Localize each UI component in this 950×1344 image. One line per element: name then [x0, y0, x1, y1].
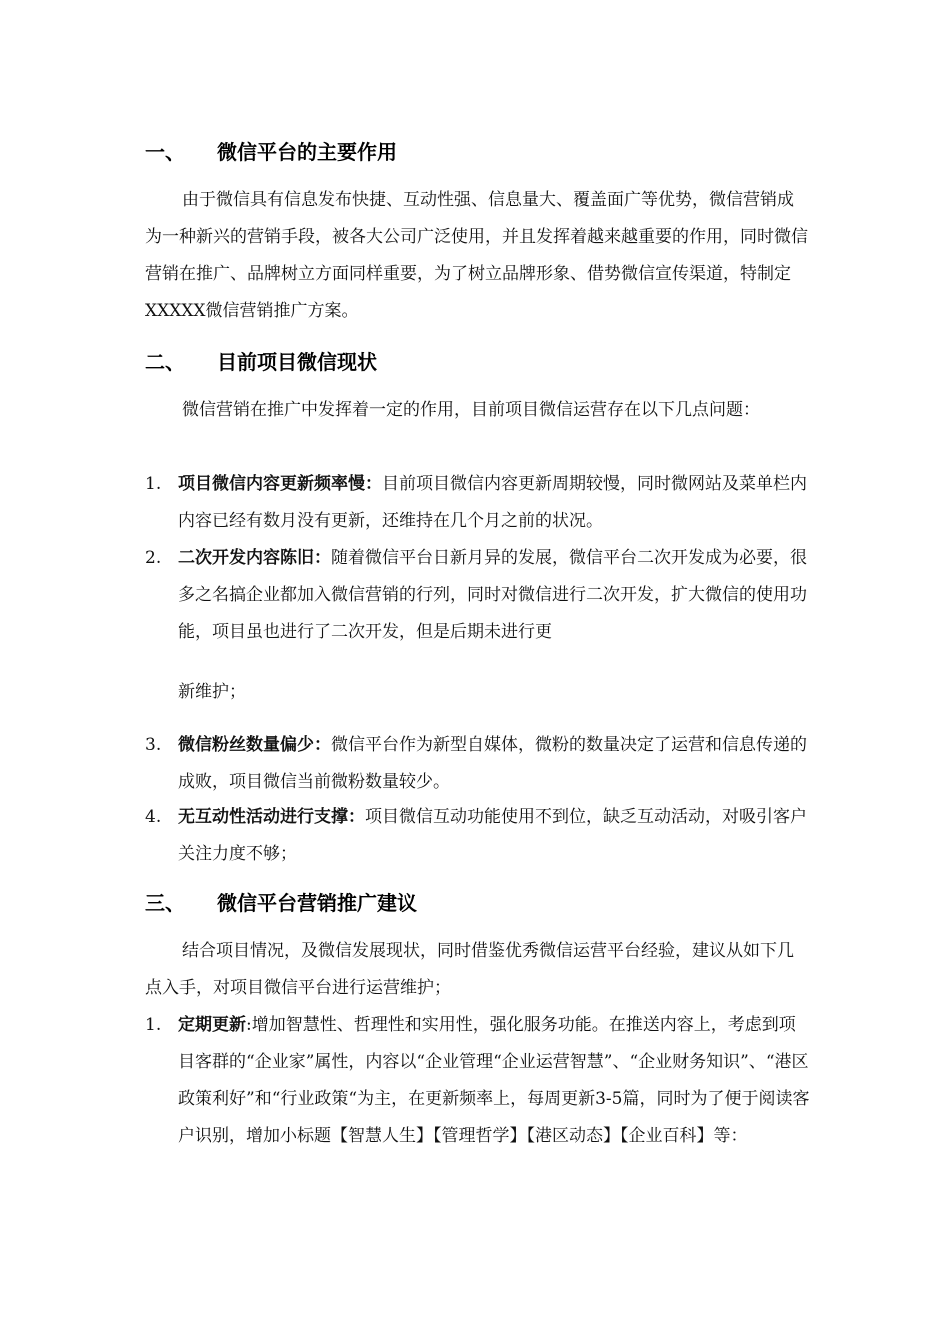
list-item-lead: 定期更新	[178, 1015, 246, 1035]
section-number: 二、	[145, 350, 185, 374]
list-item-text: 项目微信互动功能使用不到位，缺乏互动活动，对吸引客户关注力度不够；	[178, 807, 807, 864]
list-item-number: 4.	[145, 807, 162, 827]
list-item-text: 目前项目微信内容更新周期较慢，同时微网站及菜单栏内内容已经有数月没有更新，还维持在几个月之前的状况。	[178, 474, 807, 531]
section-title: 目前项目微信现状	[217, 350, 377, 374]
list-item	[145, 540, 810, 651]
list-item	[145, 799, 810, 873]
section-number: 三、	[145, 891, 185, 915]
list-item-continuation	[145, 674, 810, 711]
list-item-number: 2.	[145, 548, 162, 568]
list-item-lead: 无互动性活动进行支撑：	[178, 807, 365, 827]
section-heading-1	[145, 139, 397, 165]
list-item-text: 微信平台作为新型自媒体，微粉的数量决定了运营和信息传递的成败，项目微信当前微粉数量较少。	[178, 735, 807, 792]
list-item-number: 1.	[145, 474, 162, 494]
list-item	[145, 466, 810, 540]
list-item-lead: 微信粉丝数量偏少：	[178, 735, 331, 755]
list-item-text: 随着微信平台日新月异的发展，微信平台二次开发成为必要，很多之名搞企业都加入微信营销的行列，同时对微信进行二次开发，扩大微信的使用功能，项目虽也进行了二次开发，但是后期未进行更	[178, 548, 807, 642]
list-item-number: 3.	[145, 735, 162, 755]
body-paragraph: 结合项目情况，及微信发展现状，同时借鉴优秀微信运营平台经验，建议从如下几点入手，对项目微信平台进行运营维护；	[145, 941, 794, 998]
body-paragraph: 由于微信具有信息发布快捷、互动性强、信息量大、覆盖面广等优势，微信营销成为一种新兴的营销手段，被各大公司广泛使用，并且发挥着越来越重要的作用，同时微信营销在推广、品牌树立方面同样重要，为了树立品牌形象、借势微信宣传渠道，特制定XXXXX微信营销推广方案。	[145, 190, 808, 321]
list-item-lead: 二次开发内容陈旧：	[178, 548, 331, 568]
body-paragraph: 微信营销在推广中发挥着一定的作用，目前项目微信运营存在以下几点问题：	[182, 400, 760, 420]
section-title: 微信平台营销推广建议	[217, 891, 417, 915]
list-item-lead: 项目微信内容更新频率慢：	[178, 474, 382, 494]
list-item	[145, 1007, 810, 1155]
section-heading-2	[145, 349, 377, 375]
list-item-text-tail: 新维护；	[178, 682, 246, 702]
list-item-text: :增加智慧性、哲理性和实用性，强化服务功能。在推送内容上，考虑到项目客群的“企业家”属性，内容以“企业管理“企业运营智慧”、“企业财务知识”、“港区政策利好”和“行业政策“为主，在更新频率上，每周更新3-5篇，同时为了便于阅读客户识别，增加小标题【智慧人生】【管理哲学】【港区动态】【企业百科】等：	[178, 1015, 810, 1146]
list-item-number: 1.	[145, 1015, 162, 1035]
section-title: 微信平台的主要作用	[217, 140, 397, 164]
section-number: 一、	[145, 140, 185, 164]
section-heading-3	[145, 890, 417, 916]
list-item	[145, 727, 810, 801]
